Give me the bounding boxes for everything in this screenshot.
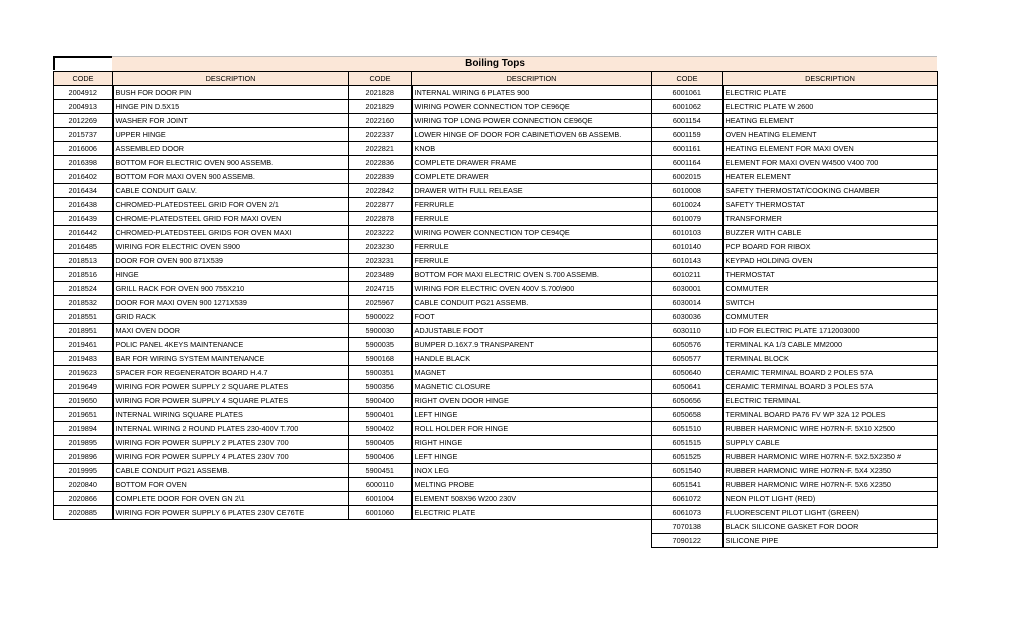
table-row	[54, 226, 938, 240]
part-description: HINGE	[113, 268, 349, 282]
part-description: RUBBER HARMONIC WIRE H07RN-F. 5X4 X2350	[723, 464, 938, 478]
code-header: CODE	[349, 72, 412, 86]
part-code: 5900356	[349, 380, 412, 394]
part-code: 6061072	[652, 492, 723, 506]
part-description: SPACER FOR REGENERATOR BOARD H.4.7	[113, 366, 349, 380]
part-description: BLACK SILICONE GASKET FOR DOOR	[723, 520, 938, 534]
part-code: 2016485	[54, 240, 113, 254]
part-description: WIRING TOP LONG POWER CONNECTION CE96QE	[412, 114, 652, 128]
part-description: BUSH FOR DOOR PIN	[113, 86, 349, 100]
part-code: 6030036	[652, 310, 723, 324]
description-header: DESCRIPTION	[723, 72, 938, 86]
part-description: FERRURLE	[412, 198, 652, 212]
part-description: INOX LEG	[412, 464, 652, 478]
part-description: BOTTOM FOR OVEN	[113, 478, 349, 492]
part-code: 6001159	[652, 128, 723, 142]
table-row	[54, 506, 938, 520]
part-code: 2025967	[349, 296, 412, 310]
part-code: 2019651	[54, 408, 113, 422]
part-code: 5900451	[349, 464, 412, 478]
part-code: 2019650	[54, 394, 113, 408]
part-code: 6050576	[652, 338, 723, 352]
part-code: 6010079	[652, 212, 723, 226]
empty-cell	[54, 534, 113, 548]
part-code: 2018513	[54, 254, 113, 268]
part-description: SUPPLY CABLE	[723, 436, 938, 450]
table-row	[54, 352, 938, 366]
part-description: HANDLE BLACK	[412, 352, 652, 366]
part-code: 2022836	[349, 156, 412, 170]
table-row	[54, 464, 938, 478]
part-description: MAGNET	[412, 366, 652, 380]
part-description: CHROME-PLATEDSTEEL GRID FOR MAXI OVEN	[113, 212, 349, 226]
empty-cell	[412, 534, 652, 548]
part-code: 6030110	[652, 324, 723, 338]
part-description: HEATING ELEMENT FOR MAXI OVEN	[723, 142, 938, 156]
part-description: DRAWER WITH FULL RELEASE	[412, 184, 652, 198]
table-body	[54, 86, 938, 548]
part-code: 6010211	[652, 268, 723, 282]
part-code: 2018551	[54, 310, 113, 324]
table-row	[54, 324, 938, 338]
part-code: 6001062	[652, 100, 723, 114]
part-code: 6051510	[652, 422, 723, 436]
part-code: 6050656	[652, 394, 723, 408]
part-description: COMPLETE DOOR FOR OVEN GN 2\1	[113, 492, 349, 506]
part-code: 2004913	[54, 100, 113, 114]
part-code: 2015737	[54, 128, 113, 142]
part-description: CERAMIC TERMINAL BOARD 3 POLES 57A	[723, 380, 938, 394]
part-description: DOOR FOR MAXI OVEN 900 1271X539	[113, 296, 349, 310]
table-row	[54, 520, 938, 534]
part-code: 6051525	[652, 450, 723, 464]
part-code: 5900022	[349, 310, 412, 324]
part-code: 7070138	[652, 520, 723, 534]
empty-cell	[113, 534, 349, 548]
part-description: LID FOR ELECTRIC PLATE 1712003000	[723, 324, 938, 338]
table-row	[54, 380, 938, 394]
part-description: MELTING PROBE	[412, 478, 652, 492]
part-description: BOTTOM FOR MAXI ELECTRIC OVEN S.700 ASSEMB.	[412, 268, 652, 282]
part-code: 2004912	[54, 86, 113, 100]
part-description: BOTTOM FOR MAXI OVEN 900 ASSEMB.	[113, 170, 349, 184]
part-code: 2016006	[54, 142, 113, 156]
part-code: 2018524	[54, 282, 113, 296]
part-code: 6050641	[652, 380, 723, 394]
part-code: 5900405	[349, 436, 412, 450]
part-code: 6030001	[652, 282, 723, 296]
part-description: FOOT	[412, 310, 652, 324]
table-row	[54, 142, 938, 156]
part-description: COMMUTER	[723, 282, 938, 296]
part-description: CABLE CONDUIT PG21 ASSEMB.	[113, 464, 349, 478]
code-header: CODE	[54, 72, 113, 86]
part-description: DOOR FOR OVEN 900 871X539	[113, 254, 349, 268]
part-description: CERAMIC TERMINAL BOARD 2 POLES 57A	[723, 366, 938, 380]
part-description: TRANSFORMER	[723, 212, 938, 226]
part-description: WIRING POWER CONNECTION TOP CE94QE	[412, 226, 652, 240]
part-description: LEFT HINGE	[412, 450, 652, 464]
part-description: BUZZER WITH CABLE	[723, 226, 938, 240]
part-code: 2016434	[54, 184, 113, 198]
part-description: RUBBER HARMONIC WIRE H07RN-F. 5X10 X2500	[723, 422, 938, 436]
part-code: 6002015	[652, 170, 723, 184]
part-code: 6051541	[652, 478, 723, 492]
part-code: 6051515	[652, 436, 723, 450]
part-code: 5900406	[349, 450, 412, 464]
part-code: 2016398	[54, 156, 113, 170]
part-description: ELECTRIC PLATE W 2600	[723, 100, 938, 114]
part-description: CHROMED-PLATEDSTEEL GRIDS FOR OVEN MAXI	[113, 226, 349, 240]
part-code: 2018532	[54, 296, 113, 310]
part-code: 2016439	[54, 212, 113, 226]
part-description: RUBBER HARMONIC WIRE H07RN-F. 5X2.5X2350 #	[723, 450, 938, 464]
part-description: FERRULE	[412, 254, 652, 268]
part-code: 6001060	[349, 506, 412, 520]
part-code: 2023230	[349, 240, 412, 254]
part-description: SWITCH	[723, 296, 938, 310]
empty-cell	[412, 520, 652, 534]
part-code: 2024715	[349, 282, 412, 296]
part-code: 2019649	[54, 380, 113, 394]
part-code: 6001164	[652, 156, 723, 170]
part-description: SILICONE PIPE	[723, 534, 938, 548]
part-description: ROLL HOLDER FOR HINGE	[412, 422, 652, 436]
part-code: 2022821	[349, 142, 412, 156]
part-code: 6000110	[349, 478, 412, 492]
part-description: WIRING FOR POWER SUPPLY 6 PLATES 230V CE76TE	[113, 506, 349, 520]
part-description: INTERNAL WIRING 2 ROUND PLATES 230-400V T.700	[113, 422, 349, 436]
table-row	[54, 492, 938, 506]
part-description: TERMINAL BLOCK	[723, 352, 938, 366]
part-description: GRID RACK	[113, 310, 349, 324]
part-code: 2019995	[54, 464, 113, 478]
table-row	[54, 156, 938, 170]
part-description: THERMOSTAT	[723, 268, 938, 282]
part-description: FLUORESCENT PILOT LIGHT (GREEN)	[723, 506, 938, 520]
part-description: CABLE CONDUIT GALV.	[113, 184, 349, 198]
part-description: RIGHT HINGE	[412, 436, 652, 450]
part-code: 2018951	[54, 324, 113, 338]
part-code: 6051540	[652, 464, 723, 478]
table-row	[54, 296, 938, 310]
part-description: ELECTRIC PLATE	[412, 506, 652, 520]
part-code: 2022160	[349, 114, 412, 128]
part-description: INTERNAL WIRING 6 PLATES 900	[412, 86, 652, 100]
part-description: COMPLETE DRAWER	[412, 170, 652, 184]
part-description: BOTTOM FOR ELECTRIC OVEN 900 ASSEMB.	[113, 156, 349, 170]
part-code: 2022337	[349, 128, 412, 142]
part-code: 5900035	[349, 338, 412, 352]
part-code: 2022842	[349, 184, 412, 198]
part-code: 5900168	[349, 352, 412, 366]
part-code: 7090122	[652, 534, 723, 548]
part-description: COMPLETE DRAWER FRAME	[412, 156, 652, 170]
empty-cell	[349, 520, 412, 534]
part-code: 2019461	[54, 338, 113, 352]
part-description: COMMUTER	[723, 310, 938, 324]
part-code: 2022878	[349, 212, 412, 226]
empty-cell	[349, 534, 412, 548]
part-description: CABLE CONDUIT PG21 ASSEMB.	[412, 296, 652, 310]
table-row	[54, 100, 938, 114]
part-description: SAFETY THERMOSTAT/COOKING CHAMBER	[723, 184, 938, 198]
table-row	[54, 282, 938, 296]
part-code: 2020885	[54, 506, 113, 520]
part-description: POLIC PANEL 4KEYS MAINTENANCE	[113, 338, 349, 352]
part-description: PCP BOARD FOR RIBOX	[723, 240, 938, 254]
code-header: CODE	[652, 72, 723, 86]
part-code: 6050577	[652, 352, 723, 366]
part-code: 6001161	[652, 142, 723, 156]
part-code: 2022877	[349, 198, 412, 212]
page-title: Boiling Tops	[465, 58, 525, 69]
part-description: WIRING POWER CONNECTION TOP CE96QE	[412, 100, 652, 114]
part-description: BUMPER D.16X7.9 TRANSPARENT	[412, 338, 652, 352]
part-description: WASHER FOR JOINT	[113, 114, 349, 128]
part-code: 6010024	[652, 198, 723, 212]
empty-cell	[54, 520, 113, 534]
part-code: 5900402	[349, 422, 412, 436]
part-code: 6001061	[652, 86, 723, 100]
part-code: 2018516	[54, 268, 113, 282]
table-row	[54, 86, 938, 100]
table-row	[54, 268, 938, 282]
part-description: HEATING ELEMENT	[723, 114, 938, 128]
table-row	[54, 366, 938, 380]
description-header: DESCRIPTION	[412, 72, 652, 86]
table-row	[54, 450, 938, 464]
description-header: DESCRIPTION	[113, 72, 349, 86]
part-code: 5900401	[349, 408, 412, 422]
table-row	[54, 310, 938, 324]
part-code: 6050658	[652, 408, 723, 422]
table-row	[54, 240, 938, 254]
table-row	[54, 254, 938, 268]
part-code: 6030014	[652, 296, 723, 310]
part-code: 2016438	[54, 198, 113, 212]
part-description: MAXI OVEN DOOR	[113, 324, 349, 338]
part-description: RUBBER HARMONIC WIRE H07RN-F. 5X6 X2350	[723, 478, 938, 492]
part-description: ELECTRIC TERMINAL	[723, 394, 938, 408]
table-row	[54, 478, 938, 492]
part-description: WIRING FOR ELECTRIC OVEN 400V S.700\900	[412, 282, 652, 296]
part-code: 2022839	[349, 170, 412, 184]
table-row	[54, 338, 938, 352]
part-description: MAGNETIC CLOSURE	[412, 380, 652, 394]
part-code: 2020866	[54, 492, 113, 506]
part-code: 2019623	[54, 366, 113, 380]
part-description: BAR FOR WIRING SYSTEM MAINTENANCE	[113, 352, 349, 366]
part-description: NEON PILOT LIGHT (RED)	[723, 492, 938, 506]
part-description: FERRULE	[412, 212, 652, 226]
table-row	[54, 408, 938, 422]
part-description: WIRING FOR POWER SUPPLY 4 PLATES 230V 700	[113, 450, 349, 464]
table-row	[54, 114, 938, 128]
part-description: UPPER HINGE	[113, 128, 349, 142]
part-description: ELECTRIC PLATE	[723, 86, 938, 100]
part-code: 6010008	[652, 184, 723, 198]
table-row	[54, 422, 938, 436]
part-description: HINGE PIN D.5X15	[113, 100, 349, 114]
part-code: 2023489	[349, 268, 412, 282]
part-code: 5900400	[349, 394, 412, 408]
table-row	[54, 170, 938, 184]
part-code: 2019895	[54, 436, 113, 450]
part-description: KEYPAD HOLDING OVEN	[723, 254, 938, 268]
part-code: 2021828	[349, 86, 412, 100]
table-row	[54, 436, 938, 450]
part-code: 2023222	[349, 226, 412, 240]
part-description: WIRING FOR POWER SUPPLY 2 PLATES 230V 700	[113, 436, 349, 450]
part-description: WIRING FOR ELECTRIC OVEN S900	[113, 240, 349, 254]
part-description: WIRING FOR POWER SUPPLY 4 SQUARE PLATES	[113, 394, 349, 408]
part-code: 5900351	[349, 366, 412, 380]
part-code: 5900030	[349, 324, 412, 338]
part-code: 2020840	[54, 478, 113, 492]
part-code: 2012269	[54, 114, 113, 128]
table-row	[54, 212, 938, 226]
table-row	[54, 184, 938, 198]
table-row	[54, 394, 938, 408]
table-row	[54, 534, 938, 548]
part-code: 2016442	[54, 226, 113, 240]
part-code: 6010103	[652, 226, 723, 240]
empty-cell	[113, 520, 349, 534]
part-description: HEATER ELEMENT	[723, 170, 938, 184]
part-code: 6061073	[652, 506, 723, 520]
table-row	[54, 128, 938, 142]
part-description: ELEMENT 508X96 W200 230V	[412, 492, 652, 506]
header-row	[54, 72, 938, 86]
part-description: ASSEMBLED DOOR	[113, 142, 349, 156]
part-code: 2016402	[54, 170, 113, 184]
part-code: 6050640	[652, 366, 723, 380]
part-code: 6001004	[349, 492, 412, 506]
part-description: ELEMENT FOR MAXI OVEN W4500 V400 700	[723, 156, 938, 170]
part-description: OVEN HEATING ELEMENT	[723, 128, 938, 142]
part-code: 2019894	[54, 422, 113, 436]
part-code: 2019483	[54, 352, 113, 366]
part-code: 2023231	[349, 254, 412, 268]
part-description: GRILL RACK FOR OVEN 900 755X210	[113, 282, 349, 296]
part-description: TERMINAL BOARD PA76 FV WP 32A 12 POLES	[723, 408, 938, 422]
part-description: CHROMED-PLATEDSTEEL GRID FOR OVEN 2/1	[113, 198, 349, 212]
parts-table	[53, 71, 938, 548]
part-description: WIRING FOR POWER SUPPLY 2 SQUARE PLATES	[113, 380, 349, 394]
table-row	[54, 198, 938, 212]
part-code: 6001154	[652, 114, 723, 128]
part-description: KNOB	[412, 142, 652, 156]
part-code: 6010140	[652, 240, 723, 254]
part-description: FERRULE	[412, 240, 652, 254]
part-description: RIGHT OVEN DOOR HINGE	[412, 394, 652, 408]
part-description: INTERNAL WIRING SQUARE PLATES	[113, 408, 349, 422]
part-code: 2019896	[54, 450, 113, 464]
part-code: 2021829	[349, 100, 412, 114]
part-code: 6010143	[652, 254, 723, 268]
part-description: TERMINAL KA 1/3 CABLE MM2000	[723, 338, 938, 352]
part-description: LOWER HINGE OF DOOR FOR CABINET\OVEN 6B ASSEMB.	[412, 128, 652, 142]
part-description: LEFT HINGE	[412, 408, 652, 422]
part-description: ADJUSTABLE FOOT	[412, 324, 652, 338]
part-description: SAFETY THERMOSTAT	[723, 198, 938, 212]
